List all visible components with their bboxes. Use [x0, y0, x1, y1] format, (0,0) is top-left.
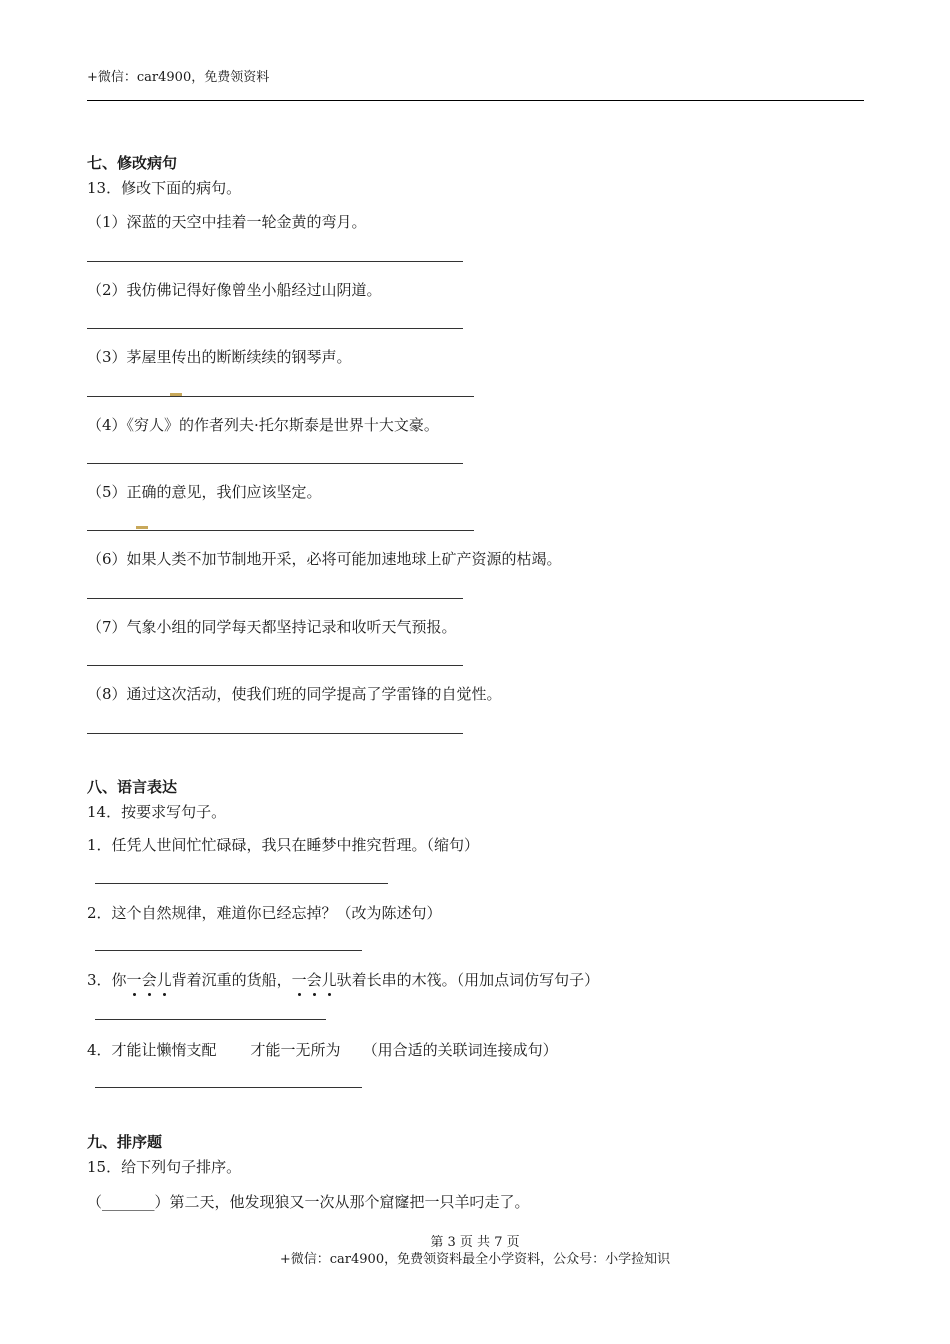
dotted-char: 儿	[156, 971, 172, 989]
dotted-char: 一	[291, 971, 307, 989]
question-14: 14．按要求写句子。	[87, 803, 227, 821]
header-text: +微信：car4900，免费领资料	[87, 70, 270, 85]
answer-line-8[interactable]	[87, 733, 463, 734]
task-item-3-part3: 驮着长串的木筏。（用加点词仿写句子）	[336, 971, 600, 989]
dotted-char: 会	[141, 971, 157, 989]
answer-line-6[interactable]	[87, 598, 463, 599]
task-item-4	[87, 1039, 558, 1060]
order-item-1: （_______）第二天，他发现狼又一次从那个窟窿把一只羊叼走了。	[87, 1193, 530, 1211]
task-item-4-part-b: 才能一无所为	[250, 1041, 341, 1059]
sentence-item-3: （3）茅屋里传出的断断续续的钢琴声。	[87, 348, 352, 366]
sentence-item-4: （4）《穷人》的作者列夫·托尔斯泰是世界十大文豪。	[87, 416, 439, 434]
ink-mark	[136, 526, 148, 529]
task-item-4-part-c: （用合适的关联词连接成句）	[362, 1041, 558, 1059]
answer-line-3[interactable]	[87, 396, 474, 397]
task-item-3-part1: 3．你	[87, 971, 127, 989]
dotted-char: 会	[306, 971, 322, 989]
sentence-item-5: （5）正确的意见，我们应该坚定。	[87, 483, 322, 501]
section-title-9: 九、排序题	[87, 1133, 163, 1151]
sentence-item-1: （1）深蓝的天空中挂着一轮金黄的弯月。	[87, 213, 367, 231]
section-title-7: 七、修改病句	[87, 154, 178, 172]
question-13: 13．修改下面的病句。	[87, 179, 242, 197]
page-number: 第 3 页 共 7 页	[430, 1235, 520, 1250]
sentence-item-7: （7）气象小组的同学每天都坚持记录和收听天气预报。	[87, 618, 457, 636]
task-item-3-part2: 背着沉重的货船，	[171, 971, 292, 989]
task-item-4-part-a: 4．才能让懒惰支配	[87, 1041, 217, 1059]
section-title-8: 八、语言表达	[87, 778, 178, 796]
footer-info: +微信：car4900，免费领资料最全小学资料，公众号：小学捡知识	[279, 1252, 671, 1267]
task-item-1: 1．任凭人世间忙忙碌碌，我只在睡梦中推究哲理。（缩句）	[87, 836, 480, 854]
answer-line-4[interactable]	[87, 463, 463, 464]
task-item-3	[87, 969, 599, 990]
dotted-char: 儿	[321, 971, 337, 989]
answer-line-7[interactable]	[87, 665, 463, 666]
dotted-char: 一	[126, 971, 142, 989]
answer-line-11[interactable]	[95, 1019, 326, 1020]
answer-line-1[interactable]	[87, 261, 463, 262]
sentence-item-8: （8）通过这次活动，使我们班的同学提高了学雷锋的自觉性。	[87, 685, 502, 703]
ink-mark	[170, 393, 182, 396]
answer-line-9[interactable]	[95, 883, 388, 884]
answer-line-12[interactable]	[95, 1087, 362, 1088]
sentence-item-2: （2）我仿佛记得好像曾坐小船经过山阴道。	[87, 281, 382, 299]
task-item-2: 2．这个自然规律，难道你已经忘掉？（改为陈述句）	[87, 904, 442, 922]
answer-line-5[interactable]	[87, 530, 474, 531]
header-divider	[87, 100, 864, 101]
answer-line-10[interactable]	[95, 950, 362, 951]
answer-line-2[interactable]	[87, 328, 463, 329]
question-15: 15．给下列句子排序。	[87, 1158, 242, 1176]
sentence-item-6: （6）如果人类不加节制地开采，必将可能加速地球上矿产资源的枯竭。	[87, 550, 562, 568]
